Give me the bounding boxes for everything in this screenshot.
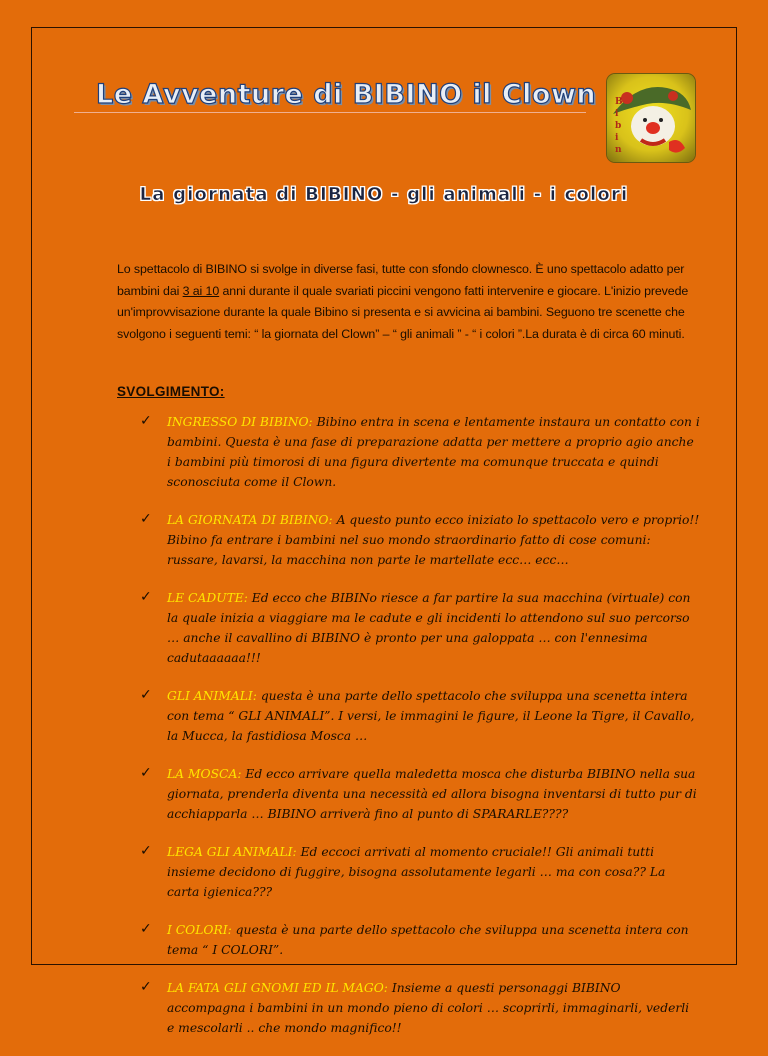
list-item [140,510,700,570]
item-label: LA FATA GLI GNOMI ED IL MAGO: [167,981,388,995]
item-text: questa è una parte dello spettacolo che sviluppa una scenetta intera con tema “ GLI ANIMALI”. I versi, le immagini le figure, il Leone la Tigre, il Cavallo, la Mucca, la fastidiosa Mosca … [167,689,695,743]
section-heading [117,384,225,399]
list-item [140,920,700,960]
list-item [140,842,700,902]
svg-text:b: b [615,121,622,131]
list-item [140,764,700,824]
item-label: I COLORI: [167,923,232,937]
item-text: questa è una parte dello spettacolo che sviluppa una scenetta intera con tema “ I COLORI”. [167,923,689,957]
item-label: INGRESSO DI BIBINO: [167,415,313,429]
checkmark-icon: ✓ [140,687,152,703]
page-title: Le Avventure di BIBINO il Clown [96,79,597,110]
item-text: Ed ecco arrivare quella maledetta mosca che disturba BIBINO nella sua giornata, prenderla diventa una necessità ed allora bisogna inventarsi di tutto pur di acchiapparla … BIBINO arriverà fino al punto di SPARARLE???? [167,767,697,821]
bibino-logo [607,74,695,162]
svg-text:B: B [615,97,623,107]
intro-paragraph [117,259,692,345]
checkmark-icon: ✓ [140,979,152,995]
item-label: LEGA GLI ANIMALI: [167,845,297,859]
item-text: Ed eccoci arrivati al momento cruciale!! Gli animali tutti insieme decidono di fuggire, bisogna assolutamente legarli … ma con cosa?? La carta igienica??? [167,845,666,899]
intro-text-part1: Lo spettacolo di BIBINO si svolge in diverse fasi, tutte con sfondo clownesco. È uno spettacolo adatto per bambini dai [117,262,685,298]
activities-list [140,412,700,1056]
list-item [140,978,700,1038]
item-text: A questo punto ecco iniziato lo spettacolo vero e proprio!! Bibino fa entrare i bambini nel suo mondo straordinario fatto di cose comuni: russare, lavarsi, la macchina non parte le martellate ecc… ecc… [167,513,700,567]
checkmark-icon: ✓ [140,413,152,429]
list-item [140,686,700,746]
page-subtitle: La giornata di BIBINO - gli animali - i colori [139,184,629,205]
item-text: Bibino entra in scena e lentamente instaura un contatto con i bambini. Questa è una fase di preparazione adatta per mettere a proprio agio anche i bambini più timorosi di una figura divertente ma comunque truccata e quindi sconosciuta come il Clown. [167,415,700,489]
section-heading-text: SVOLGIMENTO: [117,384,225,399]
checkmark-icon: ✓ [140,843,152,859]
intro-text-part2: anni durante il quale svariati piccini vengono fatti intervenire e giocare. L'inizio prevede un'improvvisazione durante la quale Bibino si presenta e si avvicina ai bambini. Seguono tre scenette che svolgono i seguenti temi: “ la giornata del Clown” – “ gli animali ” - “ i colori ”.La durata è di circa 60 minuti. [117,283,689,341]
item-label: LE CADUTE: [167,591,248,605]
list-item [140,412,700,492]
intro-age-range: 3 ai 10 [182,283,220,298]
title-underline [74,112,586,113]
checkmark-icon: ✓ [140,921,152,937]
checkmark-icon: ✓ [140,589,152,605]
item-label: LA GIORNATA DI BIBINO: [167,513,333,527]
checkmark-icon: ✓ [140,511,152,527]
list-item [140,588,700,668]
svg-text:n: n [615,145,622,155]
svg-text:i: i [615,109,619,119]
item-text: Ed ecco che BIBINo riesce a far partire la sua macchina (virtuale) con la quale inizia a viaggiare ma le cadute e gli incidenti lo attendono sul suo percorso … anche il cavallino di BIBINO è pronto per una galoppata … con l'ennesima cadutaaaaaa!!! [167,591,691,665]
item-label: LA MOSCA: [167,767,242,781]
item-text: Insieme a questi personaggi BIBINO accompagna i bambini in un mondo pieno di colori … scoprirli, immaginarli, vederli e mescolarli .. che mondo magnifico!! [167,981,690,1035]
item-label: GLI ANIMALI: [167,689,257,703]
svg-text:i: i [615,133,619,143]
checkmark-icon: ✓ [140,765,152,781]
